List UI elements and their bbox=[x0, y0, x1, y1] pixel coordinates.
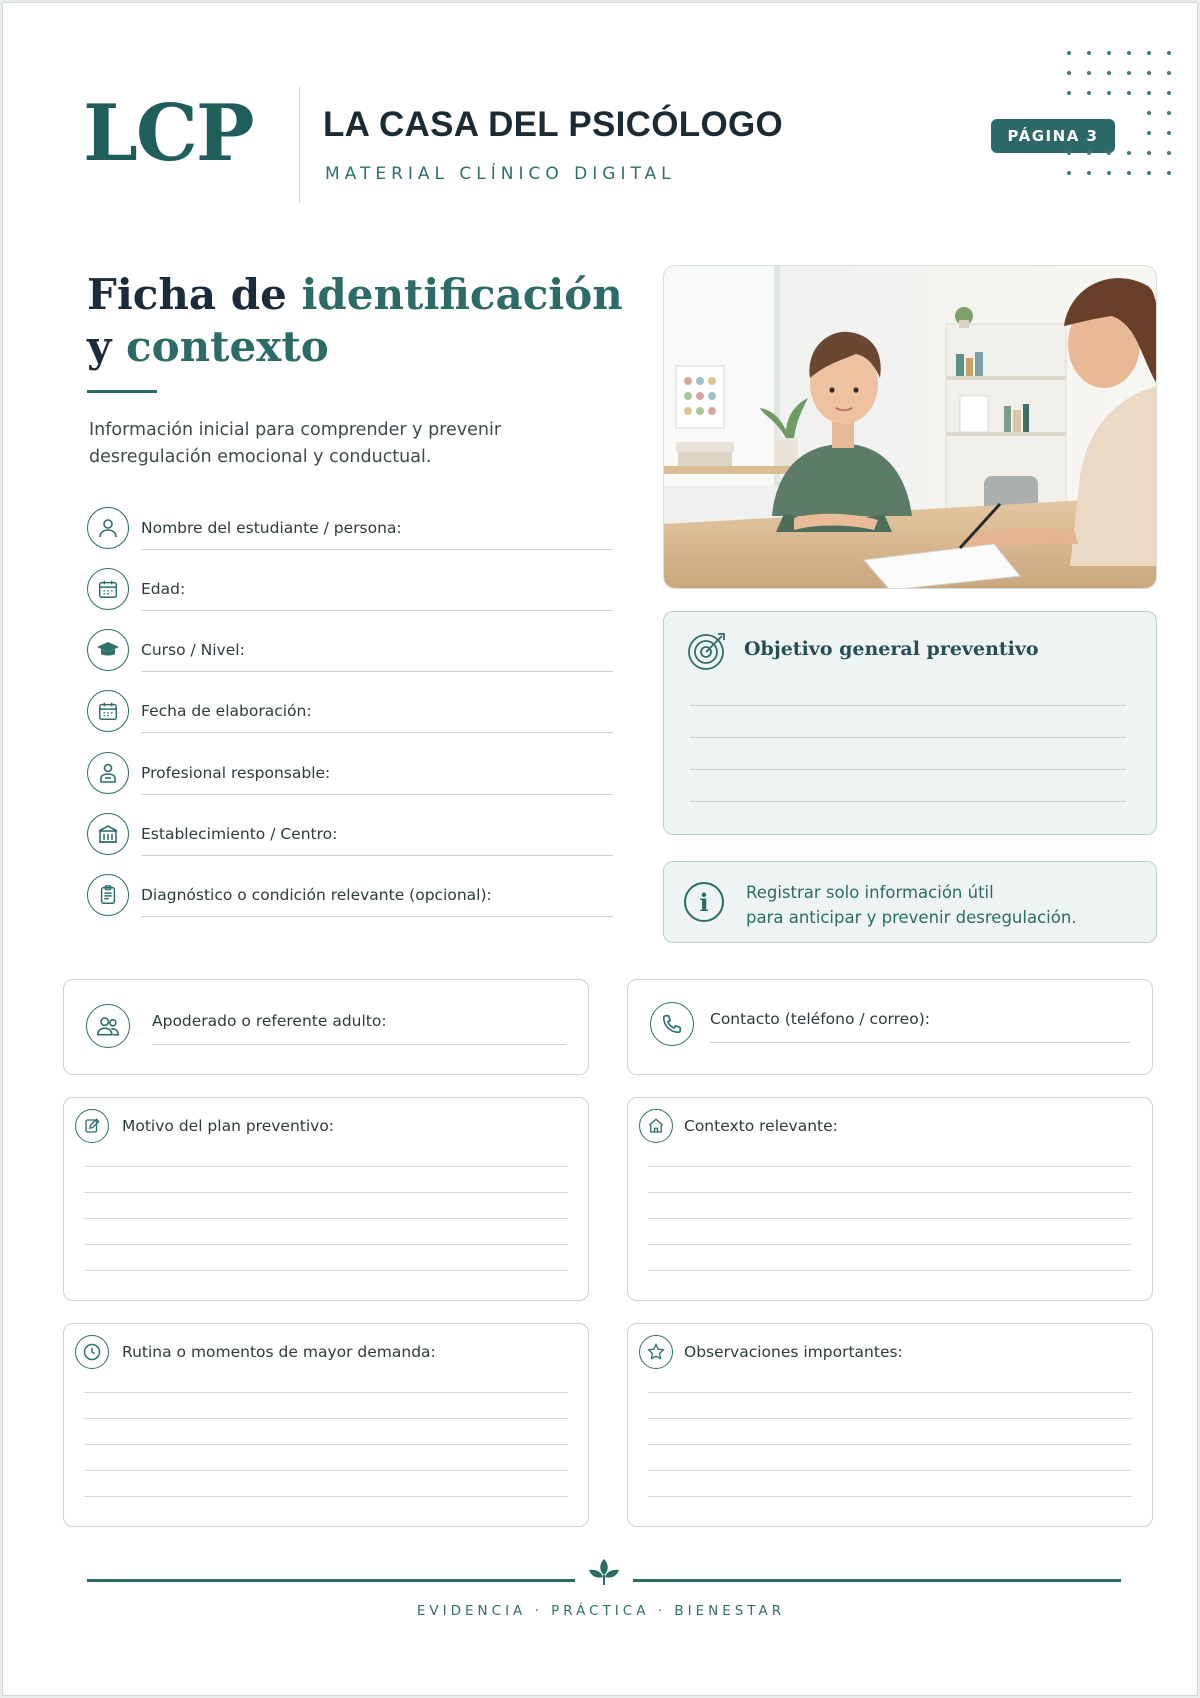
clipboard-icon bbox=[87, 874, 129, 916]
card-routine[interactable]: Rutina o momentos de mayor demanda: bbox=[63, 1323, 589, 1527]
person-icon bbox=[87, 507, 129, 549]
objective-panel[interactable] bbox=[663, 611, 1157, 835]
card-contact[interactable]: Contacto (teléfono / correo): bbox=[627, 979, 1153, 1075]
clock-icon bbox=[75, 1335, 109, 1369]
field-responsible-professional[interactable]: Profesional responsable: bbox=[87, 752, 613, 798]
target-icon bbox=[686, 630, 728, 672]
field-age[interactable]: Edad: bbox=[87, 568, 613, 614]
brand-name: LA CASA DEL PSICÓLOGO bbox=[323, 105, 784, 144]
brand-subtitle: MATERIAL CLÍNICO DIGITAL bbox=[325, 164, 676, 184]
page-badge: PÁGINA 3 bbox=[991, 119, 1115, 153]
calendar-icon bbox=[87, 690, 129, 732]
card-relevant-context[interactable]: Contexto relevante: bbox=[627, 1097, 1153, 1301]
footer-tagline: EVIDENCIA · PRÁCTICA · BIENESTAR bbox=[416, 1603, 786, 1619]
home-icon bbox=[639, 1109, 673, 1143]
graduation-cap-icon bbox=[87, 629, 129, 671]
people-icon bbox=[86, 1004, 130, 1048]
footer-rule-right bbox=[633, 1579, 1121, 1582]
title-underline bbox=[87, 390, 157, 393]
calendar-icon bbox=[87, 568, 129, 610]
star-icon bbox=[639, 1335, 673, 1369]
footer-rule-left bbox=[87, 1579, 575, 1582]
document-page bbox=[2, 2, 1198, 1696]
building-icon bbox=[87, 813, 129, 855]
info-icon: i bbox=[684, 882, 724, 922]
card-guardian[interactable]: Apoderado o referente adulto: bbox=[63, 979, 589, 1075]
info-note: i Registrar solo información útil para anticipar y prevenir desregulación. bbox=[663, 861, 1157, 943]
intro-text: Información inicial para comprender y prevenir desregulación emocional y conductual. bbox=[89, 420, 502, 467]
field-elaboration-date[interactable]: Fecha de elaboración: bbox=[87, 690, 613, 736]
logo: LCP bbox=[83, 88, 253, 179]
phone-icon bbox=[650, 1002, 694, 1046]
field-diagnosis[interactable]: Diagnóstico o condición relevante (opcional): bbox=[87, 874, 613, 920]
card-observations[interactable]: Observaciones importantes: bbox=[627, 1323, 1153, 1527]
leaf-icon bbox=[587, 1555, 621, 1589]
field-grade-level[interactable]: Curso / Nivel: bbox=[87, 629, 613, 675]
dot-grid-decoration bbox=[1061, 47, 1181, 197]
document-title: Ficha de identificación y contexto bbox=[87, 270, 623, 371]
card-plan-reason[interactable]: Motivo del plan preventivo: bbox=[63, 1097, 589, 1301]
professional-icon bbox=[87, 752, 129, 794]
counseling-photo bbox=[663, 265, 1157, 589]
field-student-name[interactable]: Nombre del estudiante / persona: bbox=[87, 507, 613, 553]
edit-note-icon bbox=[75, 1109, 109, 1143]
header-divider bbox=[299, 87, 300, 203]
objective-title: Objetivo general preventivo bbox=[744, 638, 1039, 660]
field-institution[interactable]: Establecimiento / Centro: bbox=[87, 813, 613, 859]
